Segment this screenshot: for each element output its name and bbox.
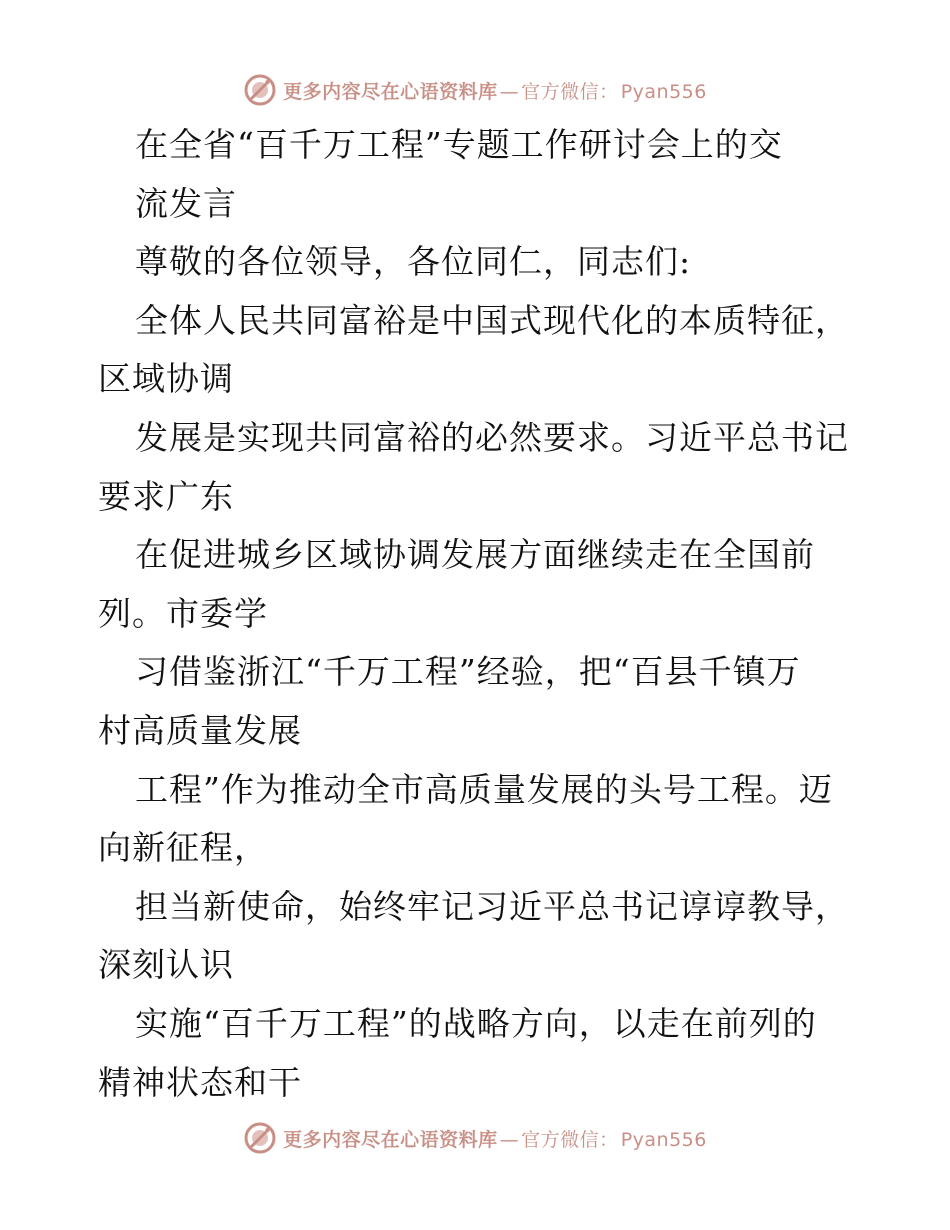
text-line: 担当新使命，始终牢记习近平总书记谆谆教导， [135, 886, 849, 926]
header-watermark [0, 70, 950, 110]
text-line: 区域协调 [98, 359, 234, 399]
text-line: 村高质量发展 [98, 710, 302, 750]
text-line: 习借鉴浙江“千万工程”经验，把“百县千镇万 [135, 652, 801, 692]
text-line: 工程”作为推动全市高质量发展的头号工程。迈 [135, 769, 833, 809]
watermark-handle: Pyan556 [620, 1128, 707, 1151]
watermark-text [283, 1125, 707, 1152]
library-logo-icon [243, 1121, 277, 1155]
text-line: 精神状态和干 [98, 1062, 302, 1102]
text-line: 发展是实现共同富裕的必然要求。习近平总书记 [135, 417, 849, 457]
text-line: 全体人民共同富裕是中国式现代化的本质特征， [135, 300, 849, 340]
watermark-wechat: 官方微信： [521, 1128, 619, 1151]
text-line: 实施“百千万工程”的战略方向，以走在前列的 [135, 1003, 817, 1043]
watermark-text [283, 77, 707, 104]
footer-watermark [0, 1118, 950, 1158]
text-line: 尊敬的各位领导，各位同仁，同志们: [135, 242, 692, 282]
text-line: 向新征程， [98, 828, 268, 868]
text-line: 深刻认识 [98, 945, 234, 985]
text-line: 在促进城乡区域协调发展方面继续走在全国前 [135, 535, 815, 575]
library-logo-icon [243, 73, 277, 107]
watermark-main: 更多内容尽在心语资料库 [283, 1128, 498, 1151]
watermark-dash: — [499, 1128, 520, 1151]
watermark-wechat: 官方微信： [521, 80, 619, 103]
document-body [98, 116, 858, 1112]
watermark-main: 更多内容尽在心语资料库 [283, 80, 498, 103]
text-line: 在全省“百千万工程”专题工作研讨会上的交 [135, 125, 783, 164]
text-line: 流发言 [135, 183, 237, 223]
watermark-handle: Pyan556 [620, 80, 707, 103]
text-line: 要求广东 [98, 476, 234, 516]
text-line: 列。市委学 [98, 593, 268, 633]
watermark-dash: — [499, 80, 520, 103]
